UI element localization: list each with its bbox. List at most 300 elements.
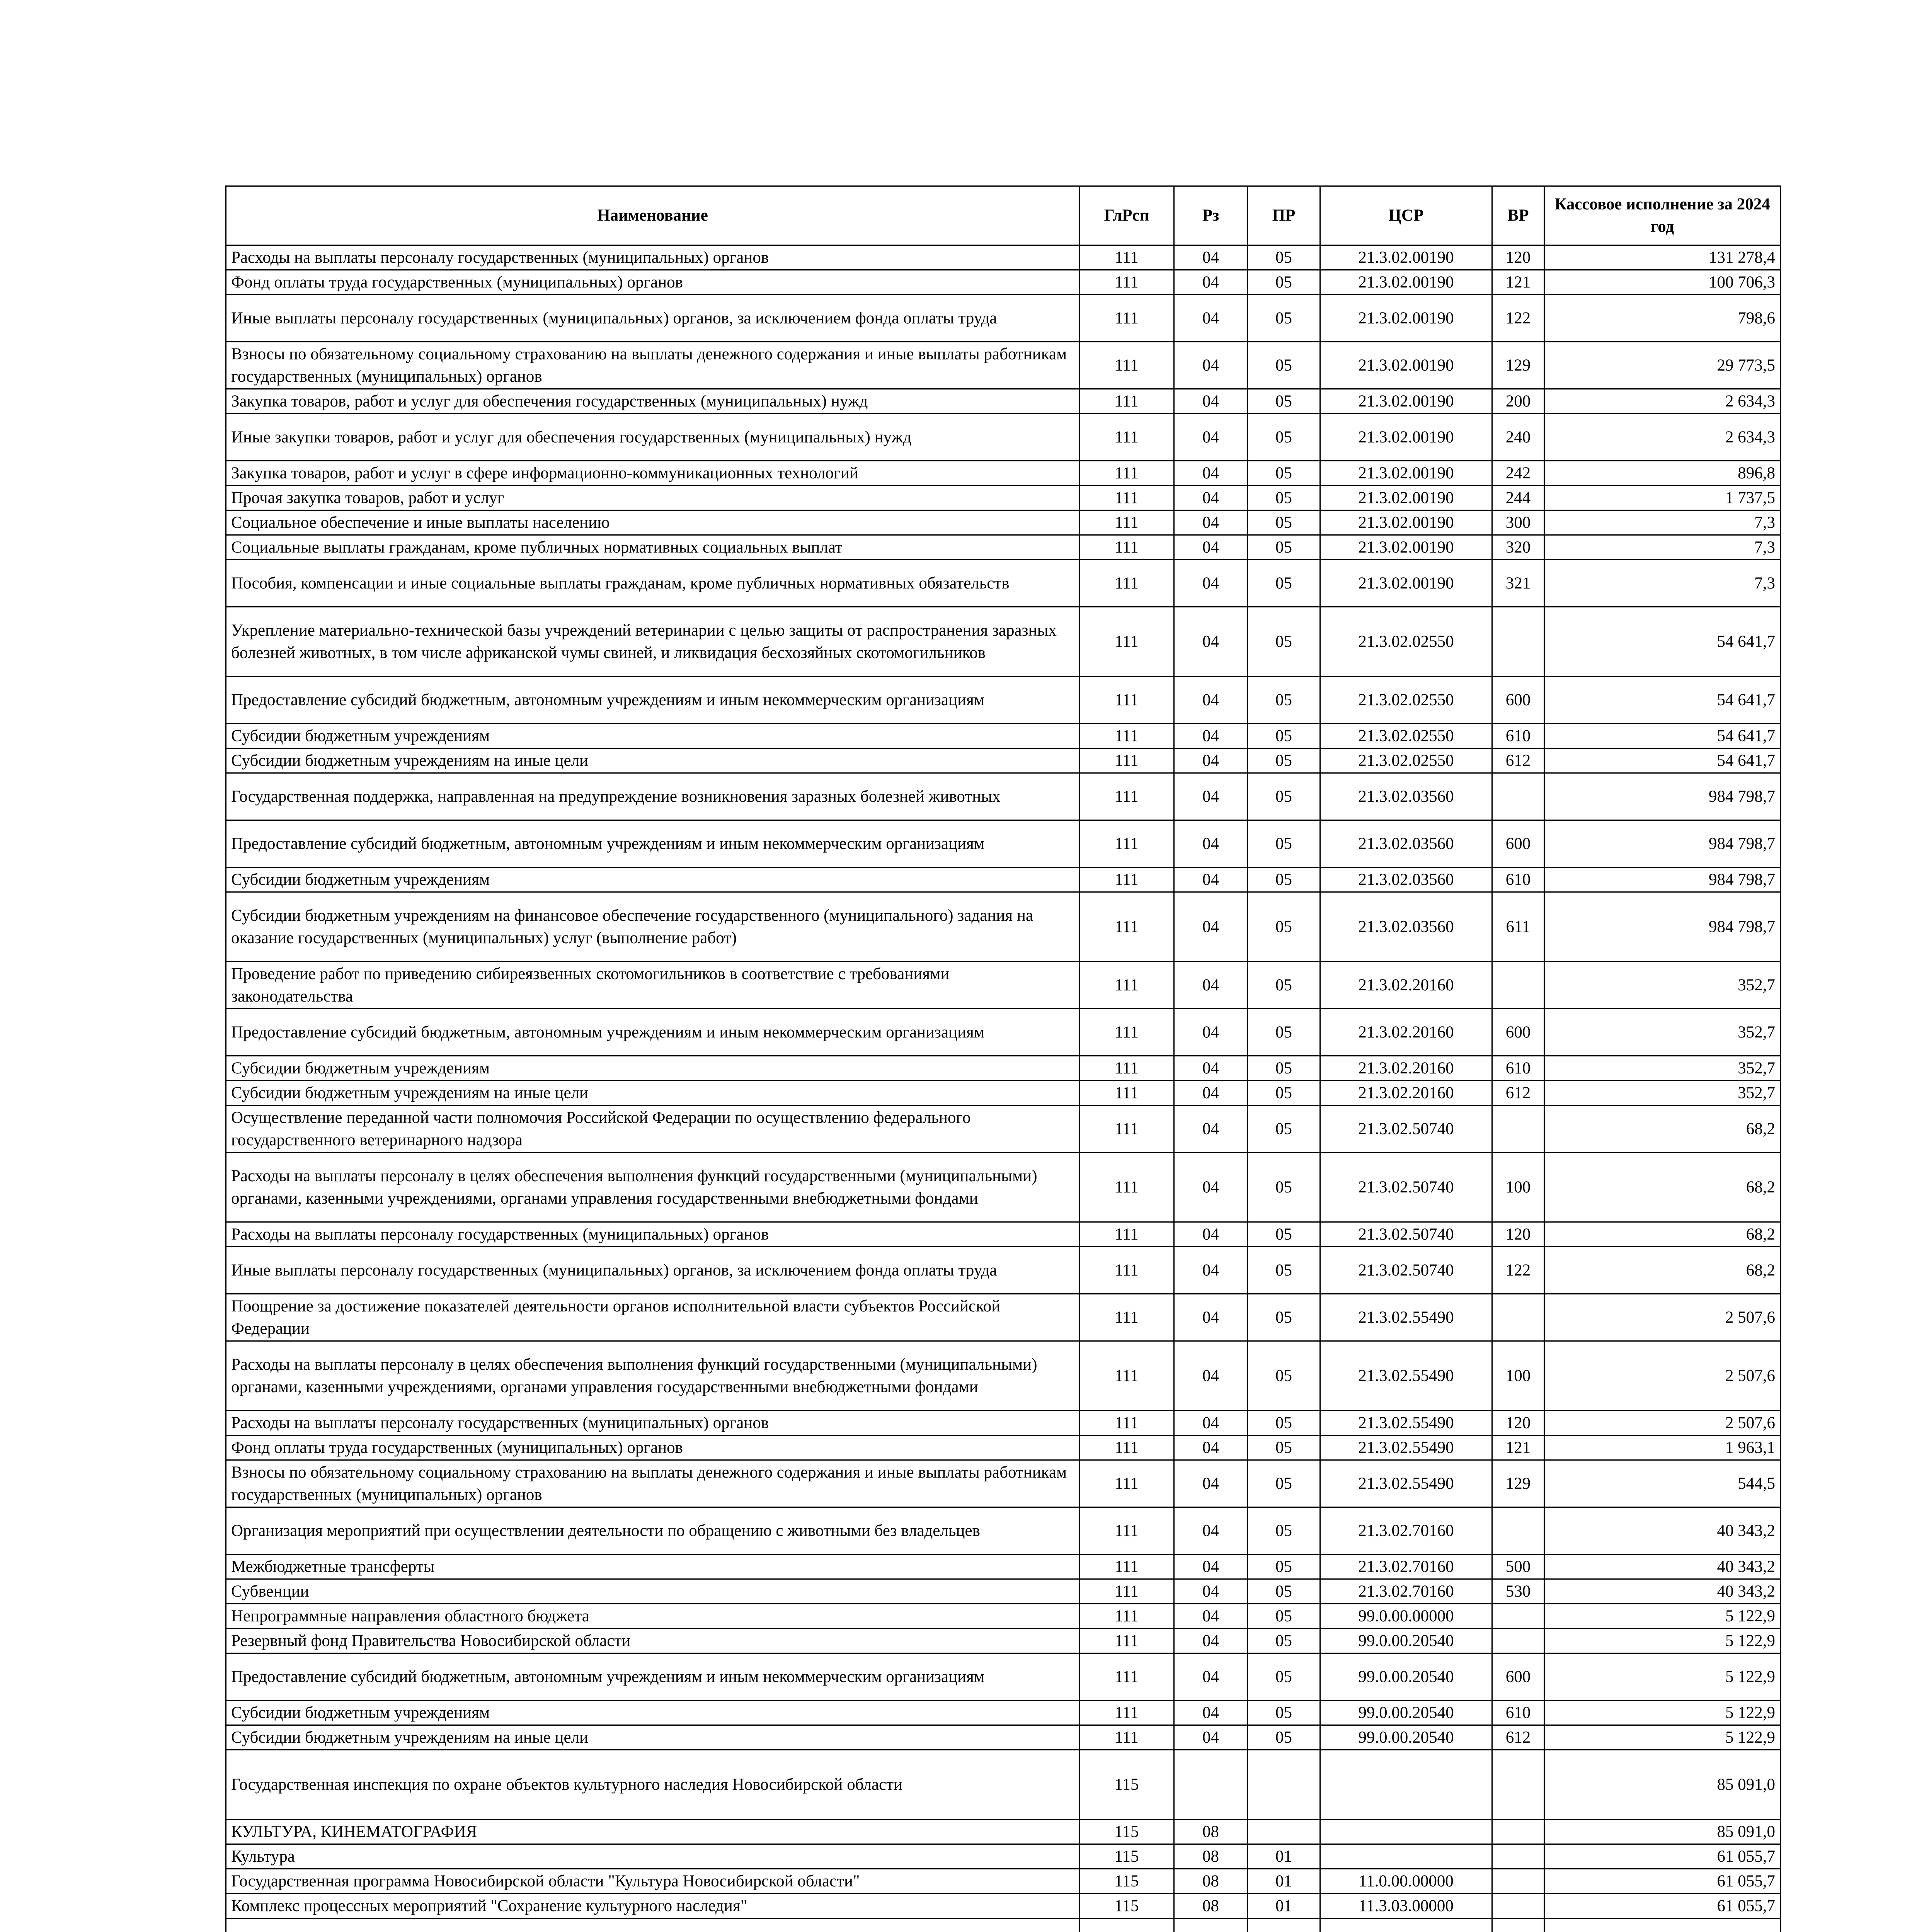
cell-vr: 120 [1492,245,1544,270]
cell-pr: 05 [1248,245,1320,270]
cell-pr: 05 [1248,1725,1320,1750]
table-row [226,1579,1781,1604]
cell-amount: 54 641,7 [1544,748,1781,773]
cell-name: Государственная инспекция по охране объектов культурного наследия Новосибирской области [226,1750,1079,1820]
cell-amount: 7,3 [1544,535,1781,560]
cell-csr: 21.3.02.02550 [1320,724,1492,748]
cell-pr [1248,1750,1320,1820]
cell-name [226,1918,1079,1932]
cell-pr: 05 [1248,414,1320,461]
cell-csr: 21.3.02.03560 [1320,892,1492,962]
header-vr: ВР [1492,186,1544,245]
cell-name: Иные выплаты персоналу государственных (муниципальных) органов, за исключением фонда оплаты труда [226,295,1079,342]
cell-rz: 08 [1174,1820,1248,1844]
table-row [226,1507,1781,1554]
cell-name: Субсидии бюджетным учреждениям [226,1056,1079,1081]
cell-vr: 610 [1492,1056,1544,1081]
cell-csr: 21.3.02.55490 [1320,1411,1492,1435]
cell-vr [1492,773,1544,820]
table-row [226,1341,1781,1411]
cell-rz: 04 [1174,1725,1248,1750]
cell-glrsp: 111 [1079,245,1174,270]
cell-name: Предоставление субсидий бюджетным, автономным учреждениям и иным некоммерческим организациям [226,1653,1079,1701]
cell-csr: 21.3.02.20160 [1320,1056,1492,1081]
cell-csr: 21.3.02.00190 [1320,414,1492,461]
cell-glrsp: 115 [1079,1869,1174,1894]
cell-glrsp: 111 [1079,1105,1174,1153]
table-row [226,1105,1781,1153]
cell-name: Комплекс процессных мероприятий "Сохранение культурного наследия" [226,1894,1079,1918]
cell-rz: 04 [1174,1579,1248,1604]
cell-name: Проведение работ по приведению сибиреязвенных скотомогильников в соответствие с требованиями законодательства [226,962,1079,1009]
table-row [226,1750,1781,1820]
table-row [226,1554,1781,1579]
cell-rz: 04 [1174,270,1248,295]
cell-name: Государственная программа Новосибирской области "Культура Новосибирской области" [226,1869,1079,1894]
table-header-row [226,186,1781,245]
cell-csr: 99.0.00.20540 [1320,1629,1492,1653]
cell-csr: 21.3.02.70160 [1320,1579,1492,1604]
cell-pr: 05 [1248,773,1320,820]
cell-glrsp: 111 [1079,607,1174,677]
cell-vr: 120 [1492,1222,1544,1247]
cell-csr [1320,1820,1492,1844]
cell-rz: 04 [1174,607,1248,677]
cell-amount: 1 737,5 [1544,486,1781,510]
cell-rz: 04 [1174,1341,1248,1411]
cell-name: Субсидии бюджетным учреждениям на финансовое обеспечение государственного (муниципального) задания на оказание государственных (муниципальных) услуг (выполнение работ) [226,892,1079,962]
cell-pr: 05 [1248,724,1320,748]
table-row [226,414,1781,461]
table-row [226,892,1781,962]
cell-name: Фонд оплаты труда государственных (муниципальных) органов [226,1435,1079,1460]
cell-amount: 984 798,7 [1544,867,1781,892]
cell-name: Расходы на выплаты персоналу в целях обеспечения выполнения функций государственными (муниципальными) органами, казенными учреждениями, органами управления государственными внебюджетными фондами [226,1153,1079,1222]
table-row [226,1153,1781,1222]
cell-name: Субсидии бюджетным учреждениям на иные цели [226,748,1079,773]
cell-csr: 21.3.02.20160 [1320,962,1492,1009]
cell-amount: 100 706,3 [1544,270,1781,295]
cell-csr: 21.3.02.03560 [1320,867,1492,892]
table-row [226,1294,1781,1341]
cell-rz: 04 [1174,486,1248,510]
cell-name: Укрепление материально-технической базы учреждений ветеринарии с целью защиты от распространения заразных болезней животных, в том числе африканской чумы свиней, и ликвидация бесхозяйных скотомогильников [226,607,1079,677]
header-pr: ПР [1248,186,1320,245]
cell-glrsp: 111 [1079,677,1174,724]
cell-amount: 1 963,1 [1544,1435,1781,1460]
header-cash-execution: Кассовое исполнение за 2024 год [1544,186,1781,245]
cell-pr: 05 [1248,1554,1320,1579]
cell-amount: 798,6 [1544,295,1781,342]
cell-csr: 11.0.00.00000 [1320,1869,1492,1894]
cell-name: Иные закупки товаров, работ и услуг для обеспечения государственных (муниципальных) нужд [226,414,1079,461]
table-row [226,1460,1781,1507]
cell-name: Непрограммные направления областного бюджета [226,1604,1079,1629]
cell-rz: 04 [1174,1105,1248,1153]
cell-glrsp: 115 [1079,1750,1174,1820]
cell-name: Культура [226,1844,1079,1869]
cell-csr: 21.3.02.02550 [1320,677,1492,724]
cell-vr: 612 [1492,748,1544,773]
cell-vr: 121 [1492,1435,1544,1460]
table-row [226,535,1781,560]
cell-amount: 896,8 [1544,461,1781,486]
cell-amount: 61 055,7 [1544,1869,1781,1894]
cell-glrsp: 111 [1079,773,1174,820]
cell-glrsp: 111 [1079,1222,1174,1247]
cell-glrsp: 111 [1079,1153,1174,1222]
cell-csr: 21.3.02.02550 [1320,748,1492,773]
cell-amount: 85 091,0 [1544,1820,1781,1844]
cell-rz: 04 [1174,1153,1248,1222]
cell-pr: 01 [1248,1844,1320,1869]
cell-pr: 05 [1248,270,1320,295]
cell-rz: 04 [1174,1009,1248,1056]
cell-name: Субвенции [226,1579,1079,1604]
cell-csr: 21.3.02.50740 [1320,1222,1492,1247]
cell-amount: 2 634,3 [1544,389,1781,414]
cell-glrsp: 111 [1079,535,1174,560]
cell-glrsp: 111 [1079,1341,1174,1411]
table-row [226,748,1781,773]
cell-name: Закупка товаров, работ и услуг в сфере информационно-коммуникационных технологий [226,461,1079,486]
cell-amount: 54 641,7 [1544,724,1781,748]
cell-csr: 21.3.02.00190 [1320,295,1492,342]
cell-pr: 05 [1248,1009,1320,1056]
table-row [226,820,1781,867]
cell-amount: 984 798,7 [1544,820,1781,867]
cell-glrsp [1079,1918,1174,1932]
table-row [226,1411,1781,1435]
cell-name: Предоставление субсидий бюджетным, автономным учреждениям и иным некоммерческим организациям [226,1009,1079,1056]
cell-vr: 610 [1492,867,1544,892]
cell-vr: 600 [1492,1653,1544,1701]
cell-rz: 04 [1174,867,1248,892]
cell-amount: 2 507,6 [1544,1411,1781,1435]
table-row [226,773,1781,820]
cell-pr: 05 [1248,677,1320,724]
cell-csr: 21.3.02.20160 [1320,1009,1492,1056]
cell-pr: 05 [1248,389,1320,414]
cell-vr: 610 [1492,724,1544,748]
cell-vr: 612 [1492,1081,1544,1105]
cell-rz: 04 [1174,560,1248,607]
cell-pr: 05 [1248,1579,1320,1604]
cell-vr [1492,1869,1544,1894]
cell-pr: 01 [1248,1869,1320,1894]
cell-glrsp: 111 [1079,295,1174,342]
cell-glrsp: 111 [1079,724,1174,748]
cell-vr: 321 [1492,560,1544,607]
cell-rz: 04 [1174,962,1248,1009]
cell-csr: 21.3.02.55490 [1320,1341,1492,1411]
cell-vr: 200 [1492,389,1544,414]
cell-glrsp: 111 [1079,414,1174,461]
cell-glrsp: 111 [1079,1247,1174,1294]
cell-name: Закупка товаров, работ и услуг для обеспечения государственных (муниципальных) нужд [226,389,1079,414]
cell-vr [1492,1894,1544,1918]
cell-vr [1492,1604,1544,1629]
cell-amount: 54 641,7 [1544,607,1781,677]
cell-csr: 21.3.02.00190 [1320,389,1492,414]
cell-pr [1248,1918,1320,1932]
cell-glrsp: 111 [1079,962,1174,1009]
cell-csr: 21.3.02.00190 [1320,560,1492,607]
cell-name: Взносы по обязательному социальному страхованию на выплаты денежного содержания и иные выплаты работникам государственных (муниципальных) органов [226,1460,1079,1507]
cell-name: Субсидии бюджетным учреждениям на иные цели [226,1081,1079,1105]
cell-glrsp: 111 [1079,1507,1174,1554]
table-row [226,867,1781,892]
cell-amount: 544,5 [1544,1460,1781,1507]
cell-csr: 21.3.02.70160 [1320,1554,1492,1579]
cell-name: Поощрение за достижение показателей деятельности органов исполнительной власти субъектов Российской Федерации [226,1294,1079,1341]
cell-pr: 05 [1248,486,1320,510]
cell-glrsp: 111 [1079,560,1174,607]
cell-glrsp: 111 [1079,486,1174,510]
cell-rz: 04 [1174,342,1248,389]
cell-csr: 21.3.02.03560 [1320,820,1492,867]
cell-csr: 21.3.02.00190 [1320,245,1492,270]
table-row [226,1918,1781,1932]
cell-amount: 2 507,6 [1544,1341,1781,1411]
cell-pr: 05 [1248,1507,1320,1554]
cell-amount: 352,7 [1544,1056,1781,1081]
cell-glrsp: 111 [1079,748,1174,773]
cell-vr [1492,1629,1544,1653]
cell-name: Организация мероприятий при осуществлении деятельности по обращению с животными без владельцев [226,1507,1079,1554]
cell-vr [1492,1844,1544,1869]
cell-rz: 04 [1174,1604,1248,1629]
cell-rz: 04 [1174,773,1248,820]
cell-glrsp: 111 [1079,1435,1174,1460]
cell-rz: 04 [1174,389,1248,414]
cell-glrsp: 111 [1079,1294,1174,1341]
cell-amount: 352,7 [1544,1009,1781,1056]
cell-amount: 352,7 [1544,1081,1781,1105]
cell-glrsp: 111 [1079,1701,1174,1725]
table-row [226,607,1781,677]
cell-pr: 05 [1248,1411,1320,1435]
table-row [226,1629,1781,1653]
cell-rz: 04 [1174,295,1248,342]
cell-amount: 5 122,9 [1544,1629,1781,1653]
cell-csr: 99.0.00.20540 [1320,1701,1492,1725]
cell-amount: 984 798,7 [1544,892,1781,962]
cell-vr [1492,1750,1544,1820]
table-row [226,486,1781,510]
cell-name: КУЛЬТУРА, КИНЕМАТОГРАФИЯ [226,1820,1079,1844]
cell-name: Резервный фонд Правительства Новосибирской области [226,1629,1079,1653]
cell-rz: 04 [1174,1056,1248,1081]
header-name: Наименование [226,186,1079,245]
table-row [226,295,1781,342]
cell-vr: 600 [1492,677,1544,724]
cell-name: Расходы на выплаты персоналу в целях обеспечения выполнения функций государственными (муниципальными) органами, казенными учреждениями, органами управления государственными внебюджетными фондами [226,1341,1079,1411]
cell-rz: 04 [1174,892,1248,962]
table-row [226,461,1781,486]
cell-vr: 610 [1492,1701,1544,1725]
cell-pr: 05 [1248,1604,1320,1629]
cell-glrsp: 111 [1079,1411,1174,1435]
cell-glrsp: 111 [1079,1725,1174,1750]
cell-rz [1174,1918,1248,1932]
cell-csr: 21.3.02.00190 [1320,342,1492,389]
cell-pr: 05 [1248,510,1320,535]
header-csr: ЦСР [1320,186,1492,245]
cell-glrsp: 111 [1079,270,1174,295]
table-row [226,1009,1781,1056]
cell-pr: 05 [1248,1105,1320,1153]
table-row [226,1081,1781,1105]
cell-name: Взносы по обязательному социальному страхованию на выплаты денежного содержания и иные выплаты работникам государственных (муниципальных) органов [226,342,1079,389]
table-row [226,677,1781,724]
cell-vr: 121 [1492,270,1544,295]
cell-rz: 04 [1174,724,1248,748]
table-row [226,1820,1781,1844]
cell-amount: 85 091,0 [1544,1750,1781,1820]
cell-amount: 5 122,9 [1544,1725,1781,1750]
cell-rz: 04 [1174,677,1248,724]
cell-name: Расходы на выплаты персоналу государственных (муниципальных) органов [226,1222,1079,1247]
cell-name: Межбюджетные трансферты [226,1554,1079,1579]
cell-glrsp: 111 [1079,389,1174,414]
cell-rz: 04 [1174,1653,1248,1701]
table-row [226,1844,1781,1869]
cell-csr [1320,1844,1492,1869]
cell-csr: 21.3.02.50740 [1320,1153,1492,1222]
cell-vr: 600 [1492,820,1544,867]
cell-pr: 05 [1248,1153,1320,1222]
cell-glrsp: 111 [1079,1554,1174,1579]
table-row [226,1435,1781,1460]
table-row [226,245,1781,270]
cell-vr: 530 [1492,1579,1544,1604]
cell-amount: 54 641,7 [1544,677,1781,724]
cell-name: Иные выплаты персоналу государственных (муниципальных) органов, за исключением фонда оплаты труда [226,1247,1079,1294]
cell-amount: 68,2 [1544,1105,1781,1153]
cell-glrsp: 115 [1079,1894,1174,1918]
table-row [226,962,1781,1009]
cell-glrsp: 111 [1079,820,1174,867]
cell-glrsp: 115 [1079,1820,1174,1844]
cell-rz [1174,1750,1248,1820]
cell-name: Государственная поддержка, направленная на предупреждение возникновения заразных болезней животных [226,773,1079,820]
cell-vr [1492,1294,1544,1341]
cell-vr: 120 [1492,1411,1544,1435]
table-body [226,245,1781,1932]
cell-pr: 05 [1248,1081,1320,1105]
cell-glrsp: 115 [1079,1844,1174,1869]
cell-name: Осуществление переданной части полномочия Российской Федерации по осуществлению федерального государственного ветеринарного надзора [226,1105,1079,1153]
cell-csr [1320,1750,1492,1820]
cell-csr: 21.3.02.70160 [1320,1507,1492,1554]
cell-amount: 131 278,4 [1544,245,1781,270]
table-row [226,270,1781,295]
cell-rz: 08 [1174,1844,1248,1869]
table-row [226,1653,1781,1701]
cell-amount: 29 773,5 [1544,342,1781,389]
cell-pr: 05 [1248,892,1320,962]
cell-pr: 05 [1248,535,1320,560]
cell-pr: 05 [1248,560,1320,607]
cell-pr: 05 [1248,1629,1320,1653]
cell-vr: 129 [1492,342,1544,389]
cell-csr: 99.0.00.20540 [1320,1653,1492,1701]
cell-name: Пособия, компенсации и иные социальные выплаты гражданам, кроме публичных нормативных обязательств [226,560,1079,607]
cell-glrsp: 111 [1079,1081,1174,1105]
cell-amount: 7,3 [1544,560,1781,607]
cell-pr: 05 [1248,962,1320,1009]
cell-vr: 612 [1492,1725,1544,1750]
cell-name: Предоставление субсидий бюджетным, автономным учреждениям и иным некоммерческим организациям [226,820,1079,867]
table-row [226,1056,1781,1081]
cell-amount: 352,7 [1544,962,1781,1009]
table-row [226,510,1781,535]
cell-rz: 04 [1174,1554,1248,1579]
cell-rz: 04 [1174,820,1248,867]
table-row [226,1725,1781,1750]
cell-rz: 04 [1174,245,1248,270]
cell-glrsp: 111 [1079,1009,1174,1056]
cell-amount: 40 343,2 [1544,1554,1781,1579]
cell-rz: 04 [1174,1222,1248,1247]
cell-name: Социальные выплаты гражданам, кроме публичных нормативных социальных выплат [226,535,1079,560]
cell-vr: 129 [1492,1460,1544,1507]
cell-amount: 68,2 [1544,1247,1781,1294]
cell-vr: 122 [1492,1247,1544,1294]
cell-csr: 21.3.02.00190 [1320,461,1492,486]
cell-glrsp: 111 [1079,867,1174,892]
cell-csr: 99.0.00.00000 [1320,1604,1492,1629]
cell-name: Предоставление субсидий бюджетным, автономным учреждениям и иным некоммерческим организациям [226,677,1079,724]
cell-amount: 5 122,9 [1544,1604,1781,1629]
cell-amount: 68,2 [1544,1222,1781,1247]
table-row [226,1247,1781,1294]
table-row [226,560,1781,607]
cell-amount: 2 507,6 [1544,1294,1781,1341]
cell-glrsp: 111 [1079,1056,1174,1081]
cell-pr: 05 [1248,1435,1320,1460]
cell-glrsp: 111 [1079,892,1174,962]
cell-name: Фонд оплаты труда государственных (муниципальных) органов [226,270,1079,295]
cell-vr: 320 [1492,535,1544,560]
cell-rz: 04 [1174,414,1248,461]
cell-amount: 68,2 [1544,1153,1781,1222]
cell-vr: 300 [1492,510,1544,535]
cell-vr: 611 [1492,892,1544,962]
cell-csr [1320,1918,1492,1932]
table-row [226,724,1781,748]
cell-glrsp: 111 [1079,1629,1174,1653]
cell-glrsp: 111 [1079,1579,1174,1604]
cell-glrsp: 111 [1079,1653,1174,1701]
cell-amount: 61 055,7 [1544,1844,1781,1869]
cell-pr: 05 [1248,1247,1320,1294]
cell-csr: 21.3.02.50740 [1320,1105,1492,1153]
cell-vr: 100 [1492,1153,1544,1222]
cell-glrsp: 111 [1079,342,1174,389]
cell-name: Прочая закупка товаров, работ и услуг [226,486,1079,510]
cell-rz: 04 [1174,510,1248,535]
cell-vr [1492,1105,1544,1153]
cell-csr: 21.3.02.55490 [1320,1294,1492,1341]
cell-rz: 04 [1174,1629,1248,1653]
cell-name: Субсидии бюджетным учреждениям на иные цели [226,1725,1079,1750]
cell-pr: 01 [1248,1894,1320,1918]
cell-csr: 21.3.02.00190 [1320,486,1492,510]
cell-rz: 04 [1174,461,1248,486]
cell-glrsp: 111 [1079,1460,1174,1507]
